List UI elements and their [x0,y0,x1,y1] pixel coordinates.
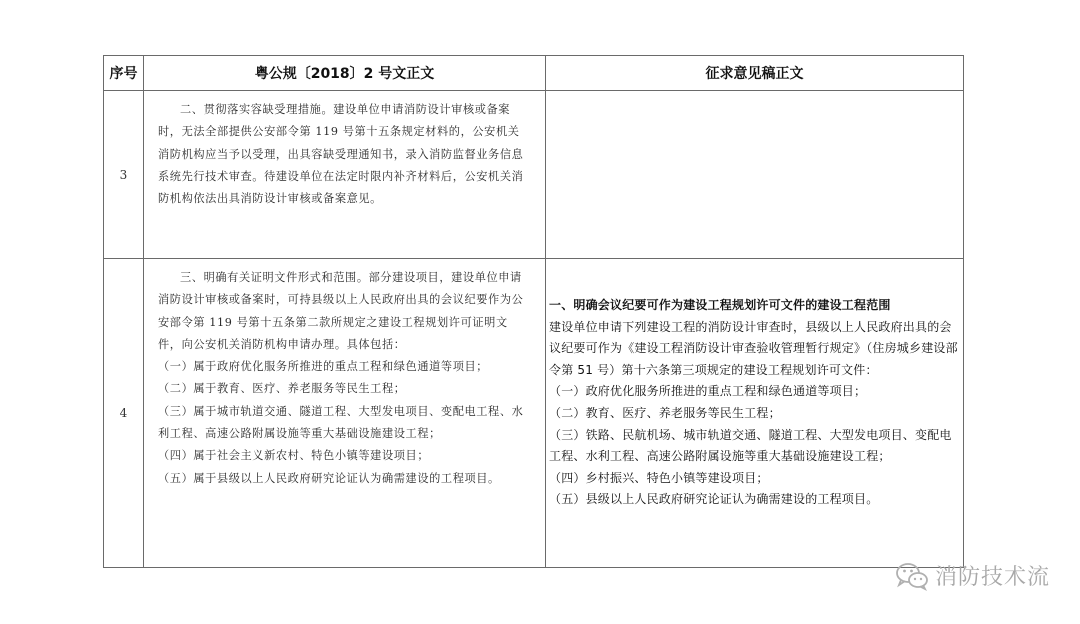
header-original-text: 粤公规〔2018〕2 号文正文 [144,56,546,91]
original-text-cell [144,91,546,259]
list-item: （二）教育、医疗、养老服务等民生工程； [549,405,781,420]
table-header-row [104,56,964,91]
table-row [104,259,964,568]
section-heading: 一、明确会议纪要可作为建设工程规划许可文件的建设工程范围 [549,298,891,312]
paragraph: 建设单位申请下列建设工程的消防设计审查时，县级以上人民政府出具的会议纪要可作为《建设工程消防设计审查验收管理暂行规定》（住房城乡建设部令第 51 号）第十六条第三项规定的建设工程规划许可文件： [549,319,958,377]
draft-text-cell [546,91,964,259]
list-item: （五）县级以上人民政府研究论证认为确需建设的工程项目。 [549,492,879,507]
list-item: （二）属于教育、医疗、养老服务等民生工程； [158,382,406,396]
header-draft-text: 征求意见稿正文 [546,56,964,91]
list-item: （四）属于社会主义新农村、特色小镇等建设项目； [158,449,430,463]
list-item: （四）乡村振兴、特色小镇等建设项目； [549,470,769,485]
row-number: 3 [104,91,144,259]
paragraph: 三、明确有关证明文件形式和范围。部分建设项目，建设单位申请消防设计审核或备案时，可持县级以上人民政府出具的会议纪要作为公安部令第 119 号第十五条第二款所规定之建设工程规划许可证明文件，向公安机关消防机构申请办理。具体包括： [158,271,524,351]
comparison-table [103,55,964,568]
watermark-text: 消防技术流 [934,565,1050,590]
list-item: （一）属于政府优化服务所推进的重点工程和绿色通道等项目； [158,360,489,374]
paragraph: 二、贯彻落实容缺受理措施。建设单位申请消防设计审核或备案时，无法全部提供公安部令第 119 号第十五条规定材料的，公安机关消防机构应当予以受理，出具容缺受理通知书，录入消防监督业务信息系统先行技术审查。待建设单位在法定时限内补齐材料后，公安机关消防机构依法出具消防设计审核或备案意见。 [158,103,524,206]
list-item: （五）属于县级以上人民政府研究论证认为确需建设的工程项目。 [158,471,500,485]
list-item: （三）铁路、民航机场、城市轨道交通、隧道工程、大型发电项目、变配电工程、水利工程、高速公路附属设施等重大基础设施建设工程； [549,427,952,464]
list-item: （三）属于城市轨道交通、隧道工程、大型发电项目、变配电工程、水利工程、高速公路附属设施等重大基础设施建设工程； [158,404,524,441]
table-row [104,91,964,259]
list-item: （一）政府优化服务所推进的重点工程和绿色通道等项目； [549,384,867,399]
watermark [895,560,1050,591]
row-number: 4 [104,259,144,568]
header-no: 序号 [104,56,144,91]
original-text-cell [144,259,546,568]
document-sheet [103,55,963,568]
wechat-icon [895,561,929,591]
draft-text-cell [546,259,964,568]
